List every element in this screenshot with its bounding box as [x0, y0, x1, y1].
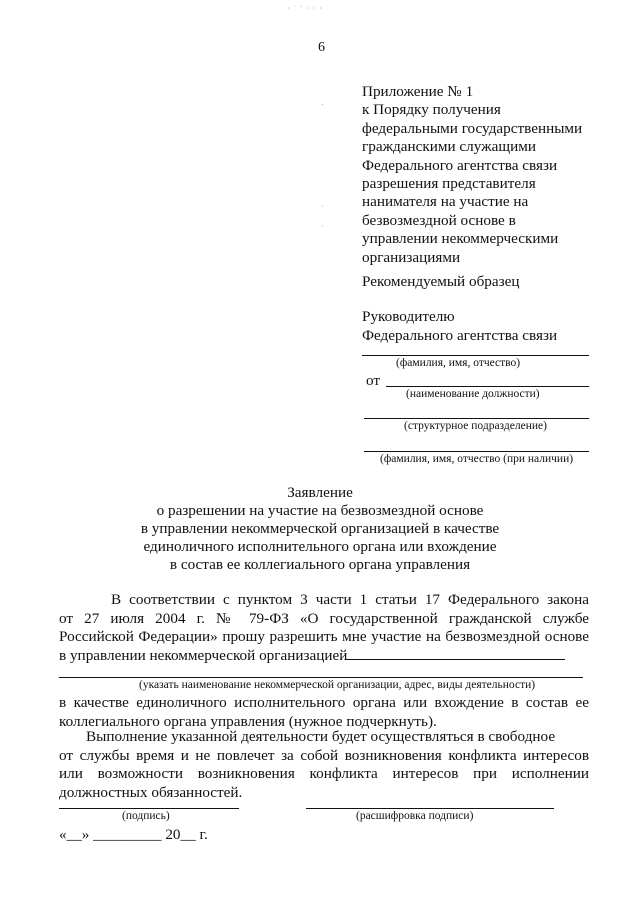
annex-line: управлении некоммерческими: [362, 230, 559, 248]
organization-caption: (указать наименование некоммерческой организации, адрес, виды деятельности): [139, 679, 536, 691]
paragraph-line: или возможности возникновения конфликта интересов при исполнении: [59, 765, 589, 782]
position-caption: (наименование должности): [406, 388, 540, 400]
paragraph-2: [59, 728, 589, 802]
paragraph-line: Выполнение указанной деятельности будет осуществляться в свободное: [86, 728, 556, 745]
title-line: в управлении некоммерческой организацией в качестве: [140, 520, 500, 537]
addressee: [362, 308, 557, 345]
paragraph-line: коллегиального органа управления (нужное подчеркнуть).: [59, 712, 437, 730]
annex-line: Приложение № 1: [362, 83, 474, 100]
fio-line[interactable]: [362, 355, 589, 356]
signature-decode-line[interactable]: [306, 808, 554, 809]
paragraph-line: от 27 июля 2004 г. № 79-ФЗ «О государственной гражданской службе: [59, 609, 589, 627]
addressee-line: Руководителю: [362, 308, 455, 325]
scan-mark: -: [321, 100, 324, 109]
title-line: единоличного исполнительного органа или вхождение: [143, 538, 497, 555]
annex-line: нанимателя на участие на: [362, 193, 529, 211]
fio-caption: (фамилия, имя, отчество): [396, 357, 521, 369]
annex-line: гражданскими служащими: [362, 138, 536, 156]
from-label: от: [366, 372, 381, 389]
signature-caption: (подпись): [122, 810, 170, 822]
annex-line: разрешения представителя: [362, 175, 536, 193]
scan-mark: ·: [321, 222, 324, 231]
paragraph-line: Российской Федерации» прошу разрешить мне участие на безвозмездной основе: [59, 628, 589, 645]
paragraph-line: от службы время и не повлечет за собой возникновения конфликта интересов: [59, 746, 589, 764]
signature-decode-caption: (расшифровка подписи): [356, 810, 474, 822]
department-line[interactable]: [364, 418, 589, 419]
department-caption: (структурное подразделение): [404, 420, 547, 432]
paragraph-line: в управлении некоммерческой организацией: [59, 646, 348, 664]
scan-noise: · ˙ ' · · ·: [287, 4, 323, 13]
addressee-line: Федерального агентства связи: [362, 326, 558, 344]
paragraph-line: должностных обязанностей.: [59, 783, 243, 801]
page-number: 6: [318, 40, 325, 55]
sample-label: Рекомендуемый образец: [362, 273, 520, 290]
annex-header: [362, 83, 582, 267]
scan-mark: ·: [321, 202, 324, 211]
annex-line: к Порядку получения: [362, 101, 501, 119]
date-field[interactable]: «__» _________ 20__ г.: [59, 826, 208, 843]
annex-line: безвозмездной основе в: [362, 211, 516, 229]
paragraph-1-continued: [59, 694, 589, 731]
document-title: Заявление: [287, 484, 353, 501]
signature-line[interactable]: [59, 808, 239, 809]
applicant-fio-caption: (фамилия, имя, отчество (при наличии): [380, 453, 574, 465]
title-line: о разрешении на участие на безвозмездной основе: [156, 502, 484, 519]
paragraph-line: В соответствии с пунктом 3 части 1 статьи 17 Федерального закона: [111, 591, 589, 608]
annex-line: федеральными государственными: [362, 119, 583, 137]
organization-line-1[interactable]: [345, 659, 565, 660]
annex-line: организациями: [362, 248, 461, 266]
organization-line-2[interactable]: [59, 677, 583, 678]
annex-line: Федерального агентства связи: [362, 156, 558, 174]
paragraph-line: в качестве единоличного исполнительного органа или вхождение в состав ее: [59, 694, 589, 711]
position-line[interactable]: [386, 386, 589, 387]
applicant-fio-line[interactable]: [364, 451, 589, 452]
title-line: в состав ее коллегиального органа управления: [169, 556, 471, 573]
paragraph-1: [59, 591, 589, 665]
